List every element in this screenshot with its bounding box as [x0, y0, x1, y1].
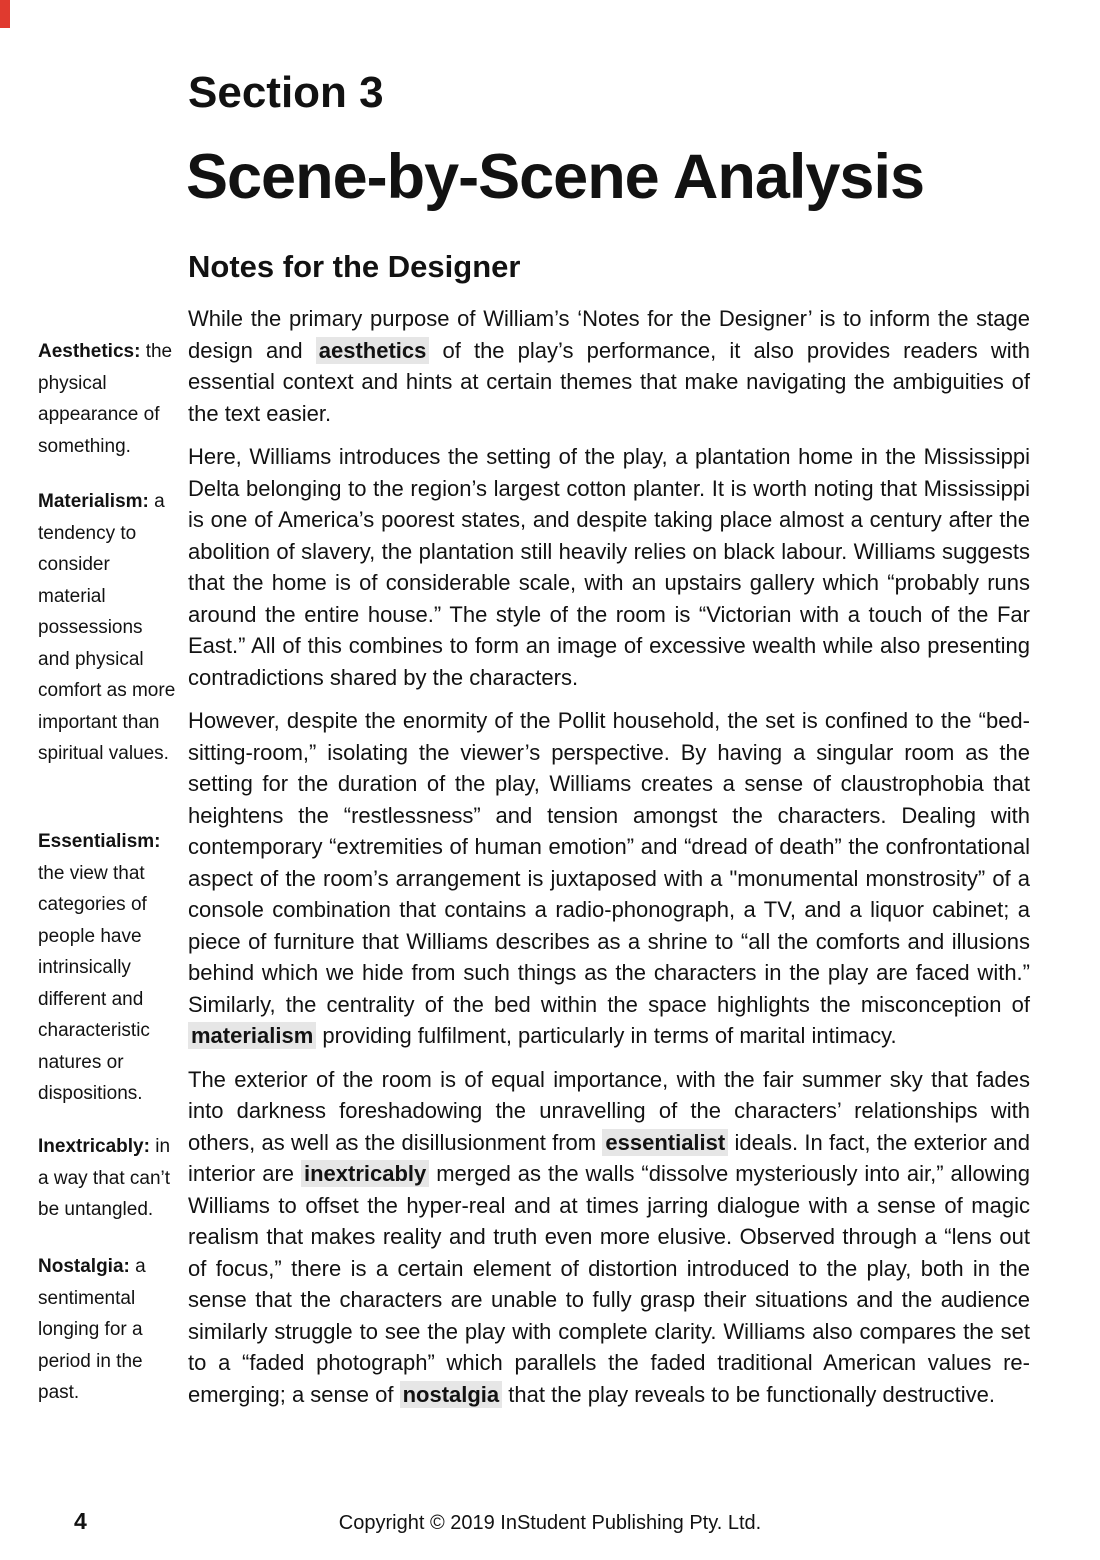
body-paragraph: [188, 1064, 1030, 1411]
highlighted-term: nostalgia: [400, 1381, 503, 1408]
text-run: ideals. In fact, the exterior and interior are: [188, 1129, 1030, 1186]
copyright-text: Copyright © 2019 InStudent Publishing Pty. Ltd.: [338, 1512, 762, 1534]
text-run: merged as the walls “dissolve mysteriously into air,” allowing Williams to offset the hyper-real and at times jarring dialogue with a sense of magic realism that makes reality and truth even more elusive. Observed through a “lens out of focus,” there is a certain element of distortion introduced to the play, both in the sense that the characters are unable to fully grasp their situations and the audience similarly struggle to see the play with complete clarity. Williams also compares the set to a “faded photograph” which parallels the faded traditional American values re-emerging; a sense of: [188, 1161, 1030, 1407]
glossary-note-aesthetics: Aesthetics: the physical appearance of something.: [38, 341, 173, 457]
glossary-note-materialism: Materialism: a tendency to consider material possessions and physical comfort as more important than spiritual values.: [38, 491, 176, 764]
glossary-term: Essentialism:: [38, 831, 161, 852]
body-paragraph: [188, 705, 1030, 1052]
glossary-note-inextricably: Inextricably: in a way that can’t be untangled.: [38, 1136, 171, 1220]
subheading: Notes for the Designer: [188, 249, 521, 284]
glossary-term: Aesthetics:: [38, 341, 141, 362]
highlighted-term: essentialist: [602, 1129, 728, 1156]
text-run: However, despite the enormity of the Pollit household, the set is confined to the “bed-sitting-room,” isolating the viewer’s perspective. By having a singular room as the setting for the duration of the play, Williams creates a sense of claustrophobia that heightens the “restlessness” and tension amongst the characters. Dealing with contemporary “extremities of human emotion” and “dread of death” the confrontational aspect of the room’s arrangement is juxtaposed with a "monumental monstrosity” of a console combination that contains a radio-phonograph, a TV, and a liquor cabinet; a piece of furniture that Williams describes as a shrine to “all the comforts and illusions behind which we hide from such things as the characters in the play are faced with.” Similarly, the centrality of the bed within the space highlights the misconception of: [188, 708, 1030, 1017]
body-paragraph: [188, 441, 1030, 693]
section-label: Section 3: [188, 68, 384, 117]
page-title: Scene-by-Scene Analysis: [186, 142, 925, 212]
highlighted-term: materialism: [188, 1022, 316, 1049]
glossary-note-nostalgia: Nostalgia: a sentimental longing for a period in the past.: [38, 1256, 146, 1403]
text-run: of the play’s performance, it also provides readers with essential context and hints at certain themes that make navigating the ambiguities of the text easier.: [188, 337, 1031, 426]
glossary-term: Nostalgia:: [38, 1256, 130, 1277]
text-run: Here, Williams introduces the setting of the play, a plantation home in the Mississippi Delta belonging to the region’s largest cotton planter. It is worth noting that Mississippi is one of America’s poorest states, and despite taking place almost a century after the abolition of slavery, the plantation still heavily relies on black labour. Williams suggests that the home is of considerable scale, with an upstairs gallery which “probably runs around the entire house.” The style of the room is “Victorian with a touch of the Far East.” All of this combines to form an image of excessive wealth while also presenting contradictions shared by the characters.: [188, 444, 1030, 690]
text-run: that the play reveals to be functionally destructive.: [502, 1381, 995, 1407]
body-paragraph: [188, 303, 1030, 429]
page-number: 4: [74, 1508, 87, 1534]
highlighted-term: inextricably: [301, 1160, 429, 1187]
text-run: The exterior of the room is of equal importance, with the fair summer sky that fades into darkness foreshadowing the unravelling of the characters’ relationships with others, as well as the disillusionment from: [188, 1066, 1030, 1155]
body-text: [188, 303, 1030, 1422]
glossary-term: Materialism:: [38, 491, 149, 512]
highlighted-term: aesthetics: [316, 337, 430, 364]
glossary-term: Inextricably:: [38, 1136, 150, 1157]
page-edge-tab: [0, 0, 10, 28]
glossary-note-essentialism: Essentialism: the view that categories of people have intrinsically different and characteristic natures or dispositions.: [38, 831, 161, 1104]
text-run: While the primary purpose of William’s ‘Notes for the Designer’ is to inform the stage design and: [188, 306, 1030, 363]
text-run: providing fulfilment, particularly in terms of marital intimacy.: [316, 1023, 897, 1048]
